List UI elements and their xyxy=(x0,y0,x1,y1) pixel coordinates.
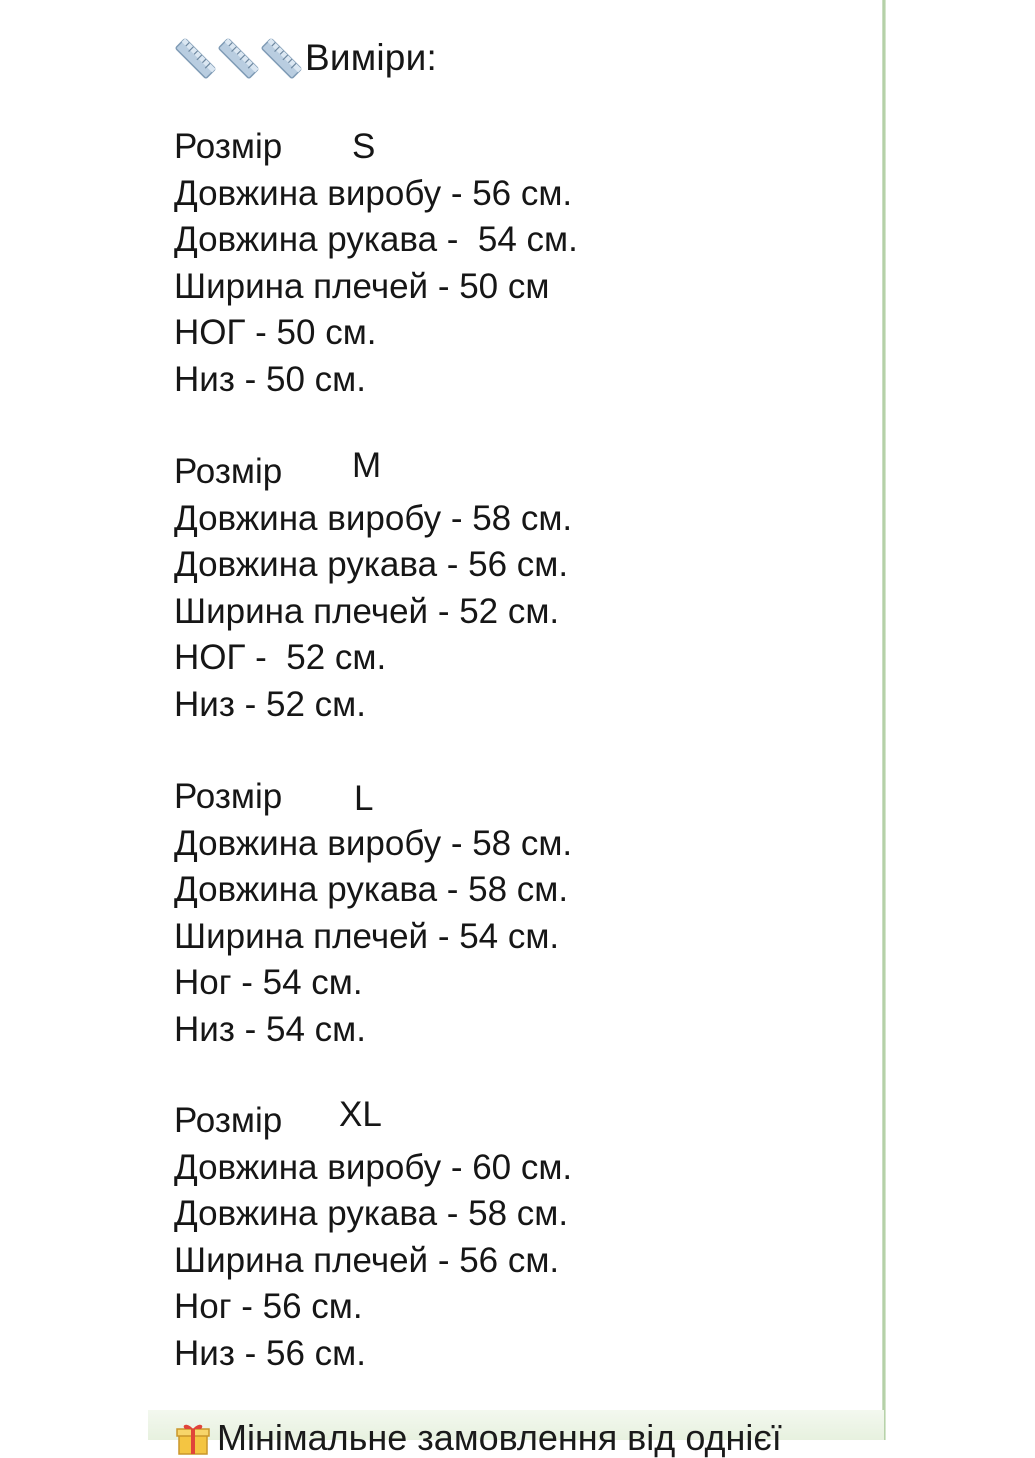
measurement-line: Ширина плечей - 54 см. xyxy=(174,916,560,956)
size-label: Розмір xyxy=(174,777,283,816)
measurement-line: Ширина плечей - 52 см. xyxy=(174,591,560,631)
measurement-line: Довжина виробу - 56 см. xyxy=(174,173,573,213)
size-label: Розмір xyxy=(174,1101,283,1140)
straight-ruler-icon xyxy=(215,35,262,82)
measurement-line: Низ - 52 см. xyxy=(174,684,366,724)
ruler-icons xyxy=(172,35,301,82)
straight-ruler-icon xyxy=(258,35,305,82)
measurements-heading: Виміри: xyxy=(305,37,437,78)
measurement-line: Низ - 50 см. xyxy=(174,359,366,399)
measurement-line: Низ - 56 см. xyxy=(174,1333,366,1373)
measurement-line: Довжина рукава - 58 см. xyxy=(174,870,569,909)
measurement-line: Низ - 54 см. xyxy=(174,1009,366,1049)
size-block-m xyxy=(174,446,573,728)
size-value: S xyxy=(352,127,376,166)
measurement-line: Ног - 54 см. xyxy=(174,963,363,1002)
size-block-s xyxy=(174,124,578,403)
size-value: XL xyxy=(339,1095,382,1134)
measurement-line: Довжина виробу - 58 см. xyxy=(174,823,573,863)
size-value: M xyxy=(352,446,382,485)
measurement-line: Ног - 56 см. xyxy=(174,1287,363,1326)
size-value: L xyxy=(354,779,374,818)
measurement-line: НОГ - 50 см. xyxy=(174,313,377,352)
measurement-line: Довжина рукава - 58 см. xyxy=(174,1194,569,1233)
measurement-line: Ширина плечей - 56 см. xyxy=(174,1240,560,1280)
size-row xyxy=(174,774,572,821)
measurement-line: Довжина виробу - 58 см. xyxy=(174,498,573,538)
straight-ruler-icon xyxy=(172,35,219,82)
measurement-line: Довжина рукава - 54 см. xyxy=(174,220,578,259)
measurement-line: Довжина виробу - 60 см. xyxy=(174,1147,573,1187)
size-row xyxy=(174,124,578,171)
footer-text: Мінімальне замовлення від однієї xyxy=(217,1417,782,1458)
next-message-text xyxy=(175,1418,782,1458)
size-row xyxy=(174,1095,572,1145)
chat-divider-line xyxy=(882,0,886,1440)
measurement-line: Довжина рукава - 56 см. xyxy=(174,545,569,584)
size-row xyxy=(174,446,572,496)
size-label: Розмір xyxy=(174,127,283,166)
measurement-line: Ширина плечей - 50 см xyxy=(174,266,550,306)
size-block-xl xyxy=(174,1095,573,1377)
measurement-line: НОГ - 52 см. xyxy=(174,638,387,677)
message-heading xyxy=(172,32,437,84)
size-label: Розмір xyxy=(174,452,283,491)
gift-icon xyxy=(175,1420,211,1456)
size-block-l xyxy=(174,774,572,1053)
